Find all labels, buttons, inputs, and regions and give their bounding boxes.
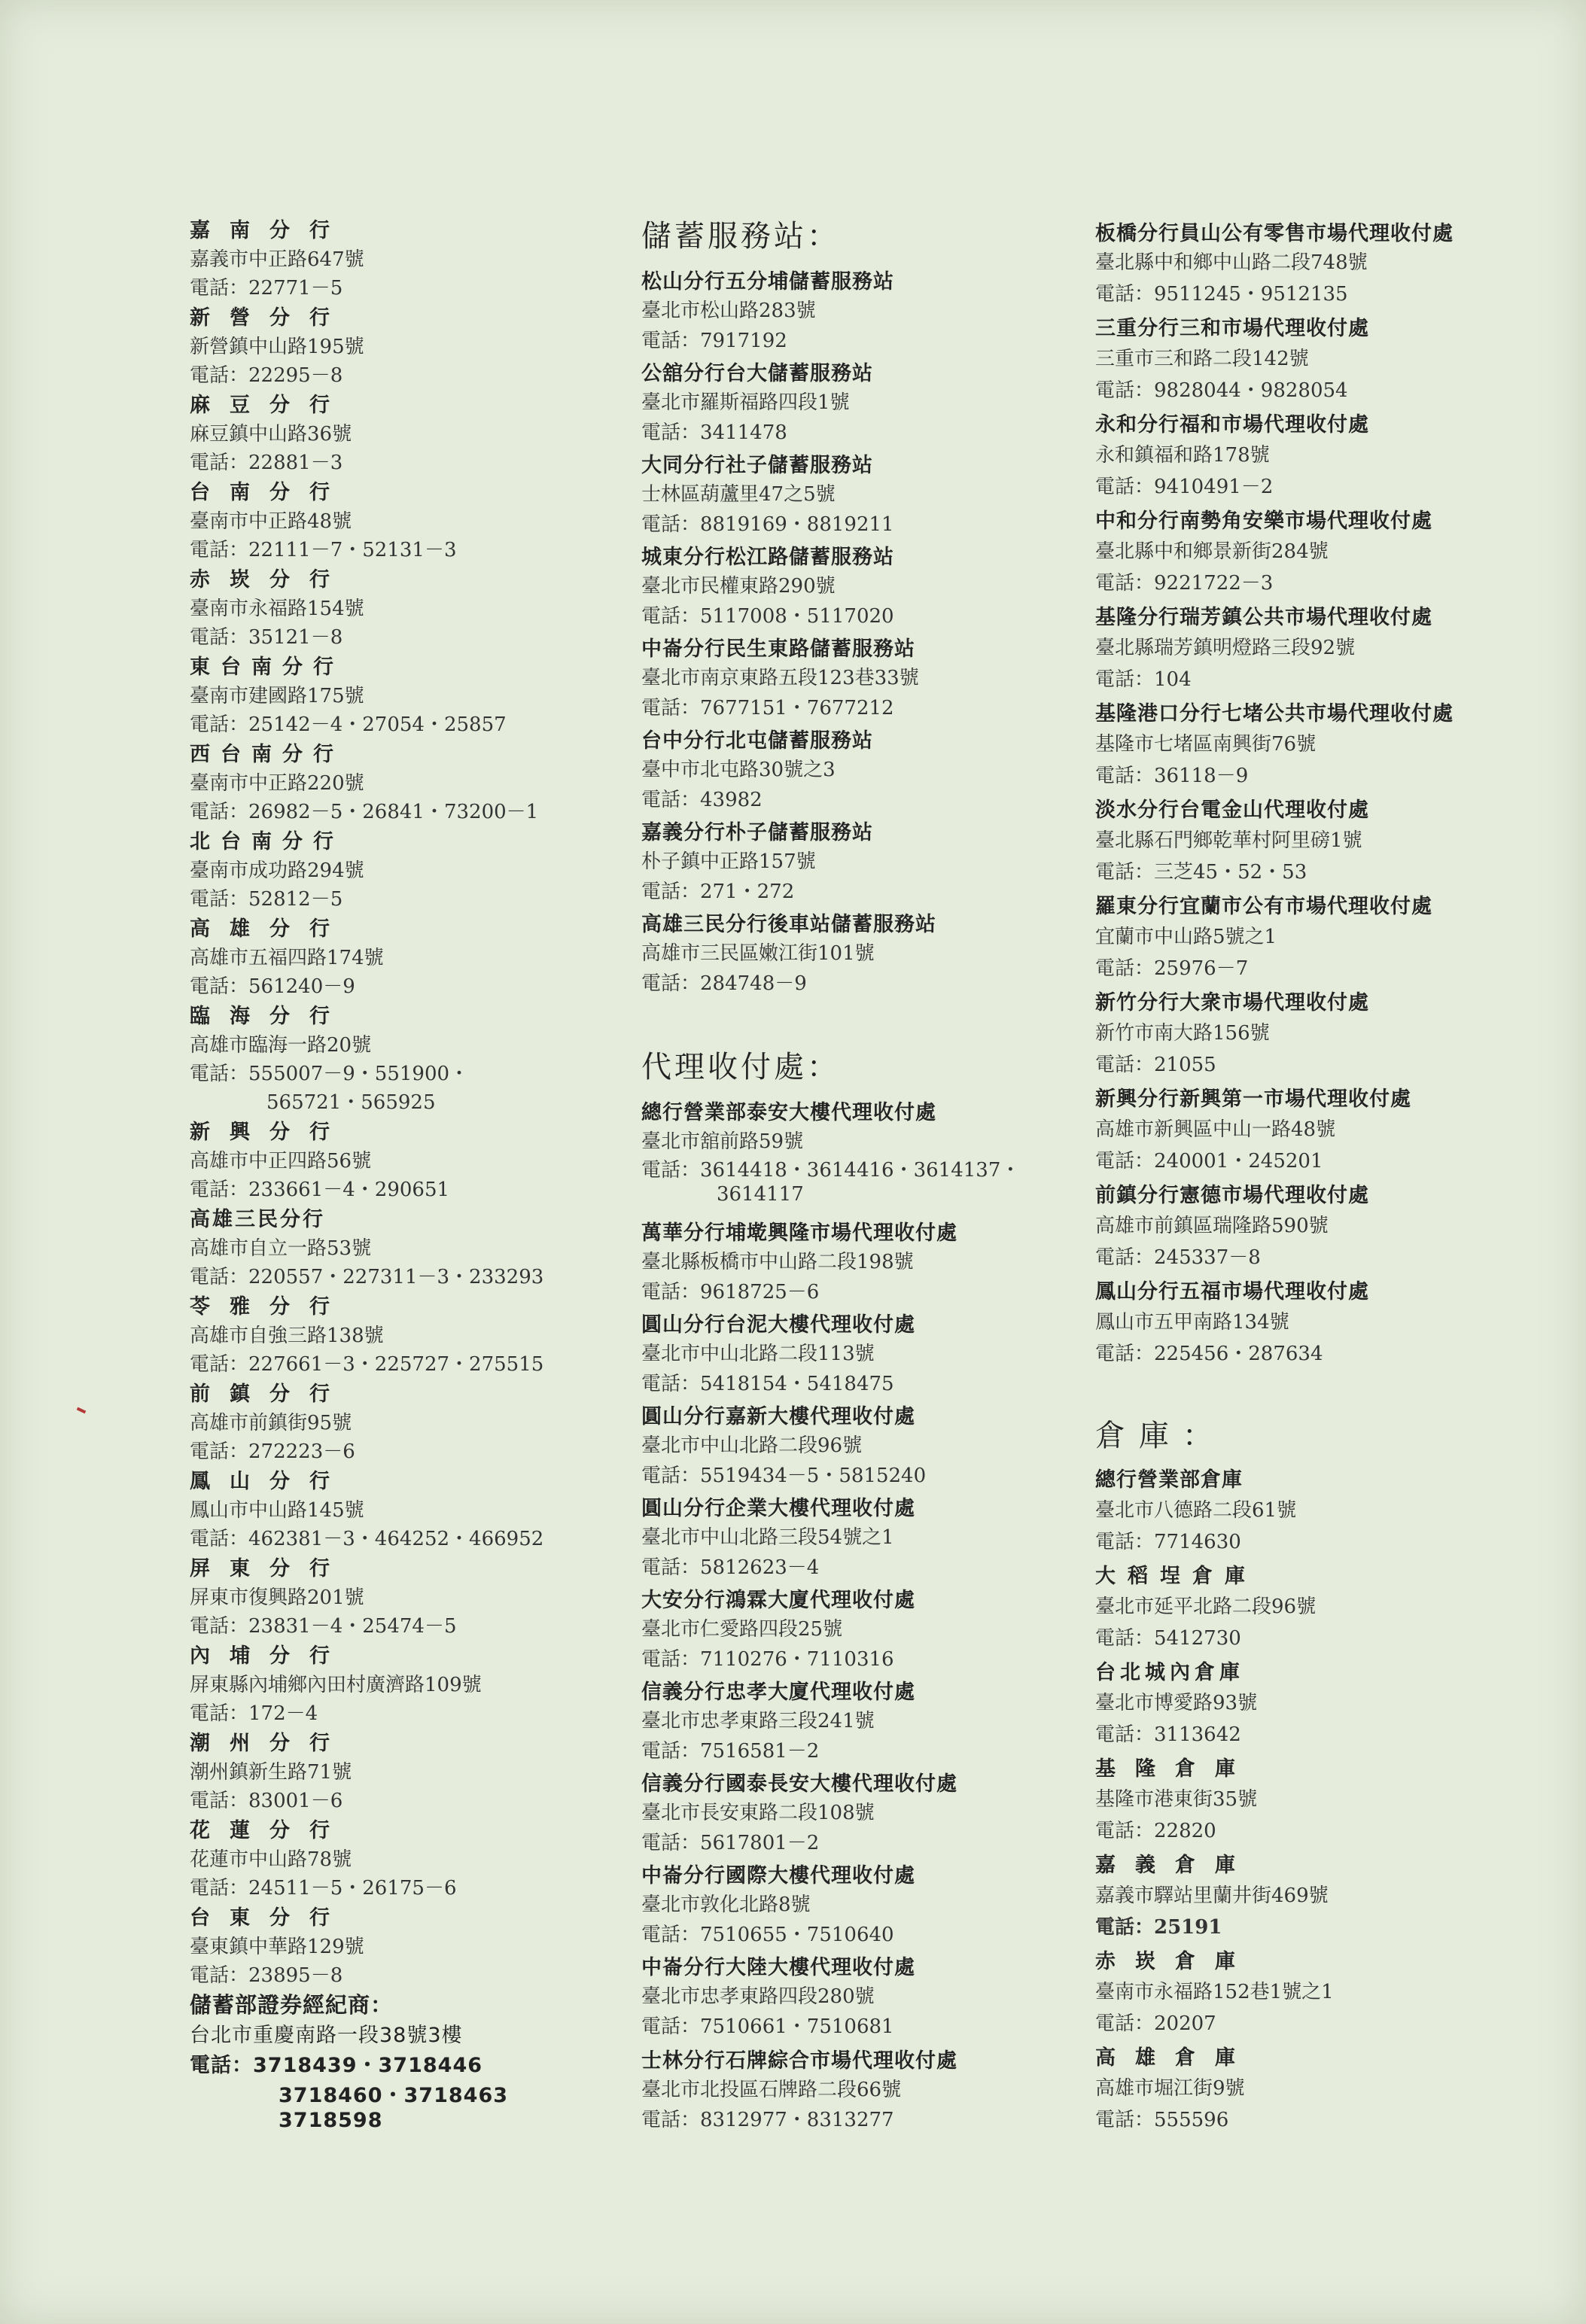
broker-address: 台北市重慶南路一段38號3樓 xyxy=(190,2024,463,2047)
branch-phone: 電話：26982－5・26841・73200－1 xyxy=(190,801,539,823)
agent-phone: 電話：5519434－5・5815240 xyxy=(641,1465,927,1487)
agent-name: 萬華分行埔墘興隆市場代理收付處 xyxy=(641,1221,957,1245)
agent-phone: 電話：36118－9 xyxy=(1095,765,1249,787)
branch-name: 西台南分行 xyxy=(190,743,344,766)
red-ink-mark xyxy=(77,1407,87,1414)
branch-name: 台南分行 xyxy=(190,481,349,504)
savings-name: 松山分行五分埔儲蓄服務站 xyxy=(641,270,894,294)
agent-phone: 電話：5617801－2 xyxy=(641,1832,820,1854)
agent-address: 臺北市仁愛路四段25號 xyxy=(641,1618,843,1641)
branch-address: 花蓮市中山路78號 xyxy=(190,1848,352,1871)
savings-phone: 電話：43982 xyxy=(641,789,763,811)
branch-phone: 電話：22881－3 xyxy=(190,452,343,474)
agent-address: 鳳山市五甲南路134號 xyxy=(1095,1311,1289,1334)
agent-address: 臺北市中山北路二段113號 xyxy=(641,1343,875,1365)
savings-address: 臺北市松山路283號 xyxy=(641,300,816,322)
agent-phone-continued: 3614117 xyxy=(717,1183,804,1206)
branch-name: 高雄三民分行 xyxy=(190,1208,325,1231)
savings-phone: 電話：5117008・5117020 xyxy=(641,605,894,628)
agent-name: 信義分行忠孝大廈代理收付處 xyxy=(641,1681,915,1704)
branch-name: 赤崁分行 xyxy=(190,568,349,592)
savings-phone: 電話：8819169・8819211 xyxy=(641,513,894,536)
warehouse-phone: 電話：5412730 xyxy=(1095,1627,1241,1650)
agent-phone: 電話：5812623－4 xyxy=(641,1556,820,1579)
savings-heading: 儲蓄服務站： xyxy=(641,219,840,254)
warehouse-phone: 電話：3113642 xyxy=(1095,1723,1241,1746)
branch-phone: 電話：233661－4・290651 xyxy=(190,1179,450,1201)
agent-name: 前鎮分行憲德市場代理收付處 xyxy=(1095,1184,1369,1207)
agent-address: 三重市三和路二段142號 xyxy=(1095,348,1309,370)
agent-address: 臺北市忠孝東路三段241號 xyxy=(641,1710,875,1732)
agent-name: 基隆港口分行七堵公共市場代理收付處 xyxy=(1095,702,1454,725)
agent-address: 臺北縣石門鄉乾華村阿里磅1號 xyxy=(1095,829,1362,852)
agent-address: 臺北市敦化北路8號 xyxy=(641,1894,811,1916)
branch-address: 臺南市建國路175號 xyxy=(190,685,364,707)
savings-name: 大同分行社子儲蓄服務站 xyxy=(641,454,873,477)
savings-name: 台中分行北屯儲蓄服務站 xyxy=(641,729,873,753)
agent-phone: 電話：240001・245201 xyxy=(1095,1150,1323,1173)
agent-phone: 電話：25976－7 xyxy=(1095,957,1249,980)
branch-address: 鳳山市中山路145號 xyxy=(190,1499,364,1522)
branch-phone: 電話：83001－6 xyxy=(190,1790,343,1812)
branch-phone: 電話：23831－4・25474－5 xyxy=(190,1615,457,1638)
broker-phone-continued: 3718460・3718463 xyxy=(279,2084,509,2107)
branch-address: 高雄市臨海一路20號 xyxy=(190,1034,372,1057)
agent-phone: 電話：8312977・8313277 xyxy=(641,2109,894,2131)
agent-phone: 電話：21055 xyxy=(1095,1054,1216,1076)
agents-heading: 代理收付處： xyxy=(641,1050,840,1084)
agent-phone: 電話：7510655・7510640 xyxy=(641,1924,894,1946)
branch-phone: 電話：555007－9・551900・ xyxy=(190,1063,470,1085)
agent-phone: 電話：3614418・3614416・3614137・ xyxy=(641,1159,1021,1182)
savings-address: 臺北市南京東路五段123巷33號 xyxy=(641,667,919,689)
branch-address: 臺南市永福路154號 xyxy=(190,598,364,620)
branch-name: 苓雅分行 xyxy=(190,1295,349,1319)
warehouse-name: 基隆倉庫 xyxy=(1095,1757,1255,1781)
branch-phone: 電話：24511－5・26175－6 xyxy=(190,1877,457,1900)
agent-name: 圓山分行嘉新大樓代理收付處 xyxy=(641,1405,915,1428)
agent-phone: 電話：245337－8 xyxy=(1095,1246,1261,1269)
warehouse-name: 大稻埕倉庫 xyxy=(1095,1565,1257,1588)
agent-name: 新興分行新興第一市場代理收付處 xyxy=(1095,1087,1411,1111)
agent-address: 臺北縣瑞芳鎮明燈路三段92號 xyxy=(1095,637,1356,659)
branch-phone: 電話：462381－3・464252・466952 xyxy=(190,1528,544,1550)
savings-address: 高雄市三民區嫩江街101號 xyxy=(641,942,875,965)
savings-address: 士林區葫蘆里47之5號 xyxy=(641,483,836,506)
agent-name: 鳳山分行五福市場代理收付處 xyxy=(1095,1280,1369,1303)
savings-name: 中崙分行民生東路儲蓄服務站 xyxy=(641,637,915,661)
agent-name: 圓山分行企業大樓代理收付處 xyxy=(641,1497,915,1520)
agent-name: 圓山分行台泥大樓代理收付處 xyxy=(641,1313,915,1337)
agent-name: 信義分行國泰長安大樓代理收付處 xyxy=(641,1772,957,1796)
branch-phone: 電話：561240－9 xyxy=(190,975,355,998)
branch-name: 潮州分行 xyxy=(190,1732,349,1755)
agent-address: 臺北市中山北路二段96號 xyxy=(641,1434,863,1457)
agent-name: 大安分行鴻霖大廈代理收付處 xyxy=(641,1589,915,1612)
branch-name: 花蓮分行 xyxy=(190,1819,349,1842)
branch-address: 臺南市中正路48號 xyxy=(190,510,352,533)
agent-address: 新竹市南大路156號 xyxy=(1095,1022,1270,1045)
branch-address: 臺南市成功路294號 xyxy=(190,859,364,882)
branch-name: 麻豆分行 xyxy=(190,394,349,417)
agent-name: 基隆分行瑞芳鎮公共市場代理收付處 xyxy=(1095,606,1432,629)
warehouse-phone: 電話：22820 xyxy=(1095,1820,1216,1842)
agent-address: 臺北縣中和鄉中山路二段748號 xyxy=(1095,251,1368,274)
agent-name: 新竹分行大衆市場代理收付處 xyxy=(1095,991,1369,1014)
branch-address: 高雄市中正四路56號 xyxy=(190,1150,372,1173)
branch-address: 屏東市復興路201號 xyxy=(190,1586,364,1609)
branch-name: 鳳山分行 xyxy=(190,1470,349,1493)
branch-name: 高雄分行 xyxy=(190,917,349,941)
warehouse-name: 台北城內倉庫 xyxy=(1095,1661,1244,1684)
agent-phone: 電話：9511245・9512135 xyxy=(1095,283,1348,306)
branch-name: 台東分行 xyxy=(190,1906,349,1930)
savings-name: 高雄三民分行後車站儲蓄服務站 xyxy=(641,913,936,936)
savings-name: 公舘分行台大儲蓄服務站 xyxy=(641,362,873,385)
agent-phone: 電話：9410491－2 xyxy=(1095,476,1274,498)
agent-phone: 電話：9828044・9828054 xyxy=(1095,379,1348,402)
warehouse-address: 臺北市延平北路二段96號 xyxy=(1095,1595,1317,1618)
branch-address: 新營鎮中山路195號 xyxy=(190,336,364,358)
agent-name: 永和分行福和市場代理收付處 xyxy=(1095,413,1369,437)
branch-address: 高雄市五福四路174號 xyxy=(190,947,384,969)
branch-address: 臺南市中正路220號 xyxy=(190,772,364,795)
branch-phone: 電話：22771－5 xyxy=(190,277,343,300)
branch-phone: 電話：172－4 xyxy=(190,1702,318,1725)
agent-name: 板橋分行員山公有零售市場代理收付處 xyxy=(1095,222,1454,245)
branch-phone: 電話：23895－8 xyxy=(190,1964,343,1987)
agent-address: 永和鎮福和路178號 xyxy=(1095,444,1270,467)
branch-address: 屏東縣內埔鄉內田村廣濟路109號 xyxy=(190,1674,482,1696)
agent-phone: 電話：104 xyxy=(1095,668,1192,691)
branch-phone: 電話：52812－5 xyxy=(190,888,343,911)
branch-name: 內埔分行 xyxy=(190,1644,349,1668)
savings-phone: 電話：7917192 xyxy=(641,330,787,352)
branch-phone: 電話：220557・227311－3・233293 xyxy=(190,1266,544,1288)
branch-phone: 電話：35121－8 xyxy=(190,626,343,649)
branch-address: 麻豆鎮中山路36號 xyxy=(190,423,352,446)
warehouse-name: 赤崁倉庫 xyxy=(1095,1950,1255,1973)
agent-name: 羅東分行宜蘭市公有市場代理收付處 xyxy=(1095,895,1432,918)
branch-name: 屏東分行 xyxy=(190,1557,349,1580)
agent-address: 宜蘭市中山路5號之1 xyxy=(1095,926,1277,948)
warehouse-address: 臺北市八德路二段61號 xyxy=(1095,1499,1297,1522)
agent-name: 淡水分行台電金山代理收付處 xyxy=(1095,798,1369,822)
branch-name: 新興分行 xyxy=(190,1121,349,1144)
agent-phone: 電話：三芝45・52・53 xyxy=(1095,861,1307,884)
branch-phone: 電話：272223－6 xyxy=(190,1440,355,1463)
savings-address: 臺北市民權東路290號 xyxy=(641,575,836,598)
agent-address: 高雄市新興區中山一路48號 xyxy=(1095,1118,1336,1141)
agent-address: 高雄市前鎮區瑞隆路590號 xyxy=(1095,1215,1329,1237)
branch-name: 東台南分行 xyxy=(190,656,344,679)
agent-address: 臺北縣板橋市中山路二段198號 xyxy=(641,1251,914,1273)
agent-phone: 電話：7110276・7110316 xyxy=(641,1648,894,1671)
warehouse-address: 臺北市博愛路93號 xyxy=(1095,1692,1258,1714)
savings-address: 朴子鎮中正路157號 xyxy=(641,850,816,873)
branch-name: 新營分行 xyxy=(190,306,349,330)
warehouse-name: 嘉義倉庫 xyxy=(1095,1854,1255,1877)
branch-address: 高雄市自立一路53號 xyxy=(190,1237,372,1260)
branch-address: 潮州鎮新生路71號 xyxy=(190,1761,352,1784)
warehouse-phone: 電話：25191 xyxy=(1095,1916,1222,1939)
agent-phone: 電話：5418154・5418475 xyxy=(641,1373,894,1395)
agent-name: 中崙分行大陸大樓代理收付處 xyxy=(641,1956,915,1979)
savings-address: 臺中市北屯路30號之3 xyxy=(641,759,836,781)
branch-name: 北台南分行 xyxy=(190,830,344,853)
savings-phone: 電話：271・272 xyxy=(641,881,795,903)
agent-address: 臺北市北投區石牌路二段66號 xyxy=(641,2079,902,2101)
agent-address: 臺北市忠孝東路四段280號 xyxy=(641,1985,875,2008)
agent-address: 臺北市舘前路59號 xyxy=(641,1130,804,1153)
agent-phone: 電話：9618725－6 xyxy=(641,1281,820,1303)
branch-phone: 電話：22111－7・52131－3 xyxy=(190,539,457,561)
savings-address: 臺北市羅斯福路四段1號 xyxy=(641,391,850,414)
agent-name: 中和分行南勢角安樂市場代理收付處 xyxy=(1095,510,1432,533)
warehouse-phone: 電話：555596 xyxy=(1095,2109,1229,2131)
warehouse-phone: 電話：7714630 xyxy=(1095,1531,1241,1553)
savings-name: 城東分行松江路儲蓄服務站 xyxy=(641,546,894,569)
branch-phone: 電話：22295－8 xyxy=(190,364,343,387)
branch-phone-continued: 565721・565925 xyxy=(266,1091,436,1114)
agent-phone: 電話：9221722－3 xyxy=(1095,572,1274,595)
broker-title: 儲蓄部證券經紀商： xyxy=(190,1992,394,2018)
warehouse-address: 臺南市永福路152巷1號之1 xyxy=(1095,1981,1334,2003)
savings-name: 嘉義分行朴子儲蓄服務站 xyxy=(641,821,873,844)
branch-name: 臨海分行 xyxy=(190,1005,349,1028)
agent-address: 臺北市長安東路二段108號 xyxy=(641,1802,875,1824)
agent-name: 三重分行三和市場代理收付處 xyxy=(1095,317,1369,340)
agent-name: 中崙分行國際大樓代理收付處 xyxy=(641,1864,915,1887)
agent-address: 臺北市中山北路三段54號之1 xyxy=(641,1526,894,1549)
branch-address: 嘉義市中正路647號 xyxy=(190,248,364,271)
savings-phone: 電話：284748－9 xyxy=(641,972,807,995)
agent-name: 士林分行石牌綜合市場代理收付處 xyxy=(641,2049,957,2073)
warehouse-name: 總行營業部倉庫 xyxy=(1095,1468,1243,1492)
agent-phone: 電話：7510661・7510681 xyxy=(641,2015,894,2038)
branch-address: 高雄市自強三路138號 xyxy=(190,1325,384,1347)
warehouse-address: 基隆市港東街35號 xyxy=(1095,1788,1258,1811)
branch-address: 高雄市前鎮街95號 xyxy=(190,1412,352,1434)
branch-name: 前鎮分行 xyxy=(190,1383,349,1406)
warehouse-address: 高雄市堀江街9號 xyxy=(1095,2077,1245,2100)
agent-name: 總行營業部泰安大樓代理收付處 xyxy=(641,1101,936,1124)
savings-phone: 電話：3411478 xyxy=(641,421,787,444)
branch-phone: 電話：25142－4・27054・25857 xyxy=(190,713,507,736)
branch-name: 嘉南分行 xyxy=(190,219,349,242)
warehouse-address: 嘉義市驛站里蘭井街469號 xyxy=(1095,1884,1329,1907)
agent-phone: 電話：225456・287634 xyxy=(1095,1343,1323,1365)
warehouse-name: 高雄倉庫 xyxy=(1095,2046,1255,2070)
savings-phone: 電話：7677151・7677212 xyxy=(641,697,894,719)
broker-phone-continued: 3718598 xyxy=(279,2109,383,2132)
agent-phone: 電話：7516581－2 xyxy=(641,1740,820,1763)
agent-address: 基隆市七堵區南興街76號 xyxy=(1095,733,1317,756)
broker-phone: 電話：3718439・3718446 xyxy=(190,2054,483,2077)
branch-address: 臺東鎮中華路129號 xyxy=(190,1936,364,1958)
warehouses-heading: 倉庫： xyxy=(1095,1419,1226,1453)
warehouse-phone: 電話：20207 xyxy=(1095,2012,1216,2035)
branch-phone: 電話：227661－3・225727・275515 xyxy=(190,1353,544,1376)
agent-address: 臺北縣中和鄉景新街284號 xyxy=(1095,540,1329,563)
